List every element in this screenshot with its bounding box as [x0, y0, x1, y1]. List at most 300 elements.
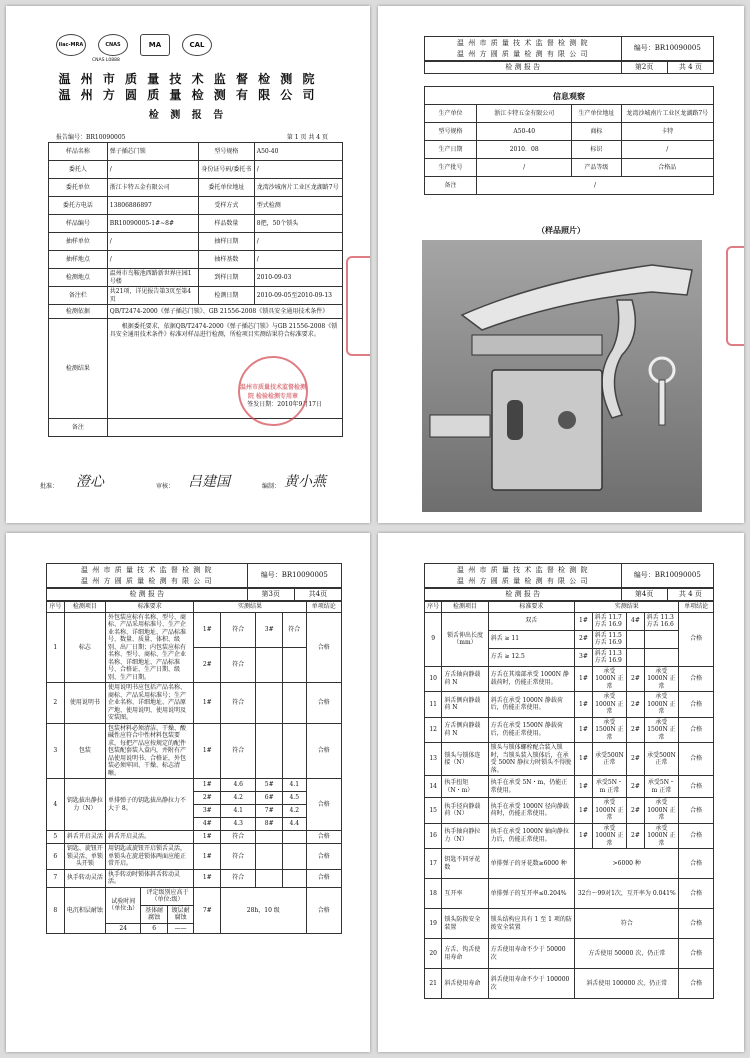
result-value: 符合 — [221, 869, 256, 887]
remarks-label: 备注 — [49, 419, 108, 437]
result-value: 4.6 — [221, 779, 256, 792]
info-label: 抽样地点 — [49, 251, 108, 269]
result-value: 承受5N・m 正常 — [644, 776, 679, 798]
row-no: 15 — [425, 798, 442, 824]
info-value: / — [107, 251, 198, 269]
column-header: 检测项目 — [442, 602, 488, 613]
info-label: 生产单位 — [425, 105, 477, 123]
accreditation-logos — [56, 34, 212, 56]
info-label: 检测日期 — [198, 287, 254, 305]
sample-no: 1# — [194, 779, 221, 792]
row-item: 方舌侧向静载荷 N — [442, 717, 488, 743]
coating-header: 镀层耐腐蚀 — [167, 905, 193, 923]
conclusion: 合格 — [679, 612, 714, 666]
row-item: 执手扭矩（N・m） — [442, 776, 488, 798]
info-label: 生产日期 — [425, 141, 477, 159]
sample-no: 1# — [194, 612, 221, 647]
sample-no — [256, 647, 283, 682]
result-text: 根据委托要求，依据QB/T2474-2000《弹子插芯门锁》与GB 21556-2008《锁具安全通用技术条件》标准对样品进行检测，所检项目实测结果符合标准要求。 — [109, 323, 338, 338]
row-requirement: 方舌使用寿命不少于 50000 次 — [488, 939, 575, 969]
row-item: 执手径向静载荷（N） — [442, 798, 488, 824]
info-value: / — [254, 161, 342, 179]
row-item: 方舌轴向静载荷 N — [442, 666, 488, 692]
info-table — [424, 86, 714, 195]
sample-no: 1# — [575, 798, 592, 824]
result-value: 符合 — [221, 647, 256, 682]
result-value: 符合 — [221, 831, 256, 844]
sample-no: 2# — [627, 692, 644, 718]
info-value: 2010-09-05至2010-09-13 — [254, 287, 342, 305]
table-row — [425, 717, 714, 743]
result-value — [282, 831, 306, 844]
sample-no: 2# — [627, 666, 644, 692]
row-no: 10 — [425, 666, 442, 692]
sample-no: 5# — [256, 779, 283, 792]
row-item: 使用说明书 — [64, 683, 105, 724]
result-value: 方舌使用 50000 次，仍正常 — [575, 939, 679, 969]
info-row — [49, 161, 343, 179]
page-header — [424, 36, 714, 74]
inspect-signature: 黄小燕 — [284, 474, 326, 490]
table-row — [425, 743, 714, 776]
sample-no: 3# — [575, 648, 592, 666]
row-item: 包装 — [64, 723, 105, 779]
row-requirement: 单排弹子的牙花数≥6000 种 — [488, 849, 575, 879]
report-page-1 — [6, 6, 370, 523]
info-row — [425, 105, 714, 123]
header-report-no: 编号：BR10090005 — [247, 564, 341, 588]
result-value — [282, 869, 306, 887]
test-time-header: 试验时间（单位:h） — [106, 888, 141, 924]
test-table — [46, 601, 342, 934]
conclusion: 合格 — [306, 869, 341, 887]
info-value: 浙江卡特五金有限公司 — [107, 179, 198, 197]
result-value: 28h，10 级 — [221, 887, 307, 934]
sample-no — [256, 831, 283, 844]
table-row — [47, 844, 342, 870]
result-value: 4.2 — [282, 805, 306, 818]
row-item: 钥匙、旋钮开锁灵活、单锁头开锁 — [64, 844, 105, 870]
conclusion: 合格 — [306, 887, 341, 934]
sample-no — [256, 723, 283, 779]
table-row — [425, 823, 714, 849]
info-label: 标识 — [572, 141, 621, 159]
sample-no: 1# — [575, 692, 592, 718]
result-value: 斜舌 11.3 方舌 16.9 — [592, 648, 627, 666]
official-stamp: 温州市质量技术监督检测院 检验检测专用章 — [238, 356, 308, 426]
conclusion: 合格 — [306, 683, 341, 724]
table-row — [425, 798, 714, 824]
info-value: 2010-09-03 — [254, 269, 342, 287]
info-label: 商标 — [572, 123, 621, 141]
result-value: 承受5N・m 正常 — [592, 776, 627, 798]
org-header: 温 州 市 质 量 技 术 监 督 检 测 院 温 州 方 圆 质 量 检 测 有 限 公 司 — [425, 37, 622, 61]
info-value: / — [477, 177, 714, 195]
ilac-mra-logo: ilac-MRA — [56, 34, 86, 56]
header-page: 第3页 — [247, 589, 294, 601]
side-stamp-2 — [726, 246, 744, 346]
page-of: 第 1 页 共 4 页 — [286, 134, 328, 141]
sample-no: 2# — [627, 717, 644, 743]
row-requirement: 执手转动时锁体斜舌转动灵活。 — [105, 869, 194, 887]
row-requirement: 执手在承受 1000N 轴向静拉力后，仍能正常使用。 — [488, 823, 575, 849]
table-row — [425, 776, 714, 798]
sample-no: 2# — [627, 743, 644, 776]
result-value: 承受1000N 正常 — [644, 798, 679, 824]
info-row — [49, 197, 343, 215]
table-row — [425, 939, 714, 969]
row-requirement: 单排弹子的互开率≤0.204% — [488, 879, 575, 909]
info-label: 生产批号 — [425, 159, 477, 177]
result-value: 承受1500N 正常 — [644, 717, 679, 743]
result-value: 4.3 — [221, 818, 256, 831]
bolt-value: 12.5 — [511, 653, 525, 661]
info-value: / — [107, 161, 198, 179]
info-value: 共21项，详见报告第3页至第4页 — [107, 287, 198, 305]
info-row — [49, 233, 343, 251]
info-row — [49, 287, 343, 305]
table-row — [47, 831, 342, 844]
result-value: 符合 — [282, 612, 306, 647]
table-row — [47, 779, 342, 792]
row-requirement: 执手在承受 5N・m，仍能正常使用。 — [488, 776, 575, 798]
info-label: 委托单位 — [49, 179, 108, 197]
column-header: 单项结论 — [679, 602, 714, 613]
row-no: 21 — [425, 969, 442, 999]
result-value: 承受1000N 正常 — [592, 823, 627, 849]
basis-text: QB/T2474-2000《弹子插芯门锁》、GB 21556-2008《锁具安全通用技术条件》 — [107, 305, 342, 319]
row-requirement: 用钥匙或旋钮开启锁舌灵活，单锁头在旋进锁体两面应能正常开启。 — [105, 844, 194, 870]
row-no: 4 — [47, 779, 65, 831]
conclusion: 合格 — [679, 823, 714, 849]
conclusion: 合格 — [679, 776, 714, 798]
result-value: 承受1000N 正常 — [644, 692, 679, 718]
info-row — [425, 159, 714, 177]
row-requirement: 斜舌在承受 1000N 静载荷后，仍能正常使用。 — [488, 692, 575, 718]
doc-title: 检 测 报 告 — [425, 589, 622, 601]
inspect-label: 编制： — [262, 483, 281, 490]
result-value: 承受500N 正常 — [592, 743, 627, 776]
result-value: 4.4 — [282, 818, 306, 831]
info-row — [49, 269, 343, 287]
header-page: 第2页 — [621, 62, 667, 74]
info-value: 13806886897 — [107, 197, 198, 215]
info-label: 检测地点 — [49, 269, 108, 287]
sample-no: 1# — [194, 831, 221, 844]
result-value: 斜舌 11.7 方舌 16.9 — [592, 612, 627, 630]
result-value: 符合 — [575, 909, 679, 939]
row-requirement: 方舌在承受 1500N 静载荷后，仍能正常使用。 — [488, 717, 575, 743]
cal-logo: CAL — [182, 34, 212, 56]
sample-no — [256, 844, 283, 870]
report-page-3 — [6, 533, 370, 1052]
conclusion: 合格 — [306, 844, 341, 870]
table-row — [47, 612, 342, 647]
sample-no: 1# — [575, 612, 592, 630]
row-item: 执手转动灵活 — [64, 869, 105, 887]
sample-no: 3# — [194, 805, 221, 818]
info-value: / — [621, 141, 714, 159]
info-label: 样品名称 — [49, 143, 108, 161]
approve-label: 批准： — [40, 483, 59, 490]
info-row — [425, 177, 714, 195]
row-requirement: 方舌在其端部承受 1000N 静载荷时，仍能正常使用。 — [488, 666, 575, 692]
row-requirement: 锁头与锁体螺栓配合装入锁时，当锁头装入锁体后，在承受 500N 静拉力时锁头不得脱落。 — [488, 743, 575, 776]
conclusion: 合格 — [679, 666, 714, 692]
bolt-label: 方舌 — [490, 653, 503, 661]
result-value: 符合 — [221, 723, 256, 779]
sample-photo — [422, 240, 702, 512]
result-value — [282, 723, 306, 779]
row-no: 7 — [47, 869, 65, 887]
report-page-2 — [378, 6, 744, 523]
row-no: 3 — [47, 723, 65, 779]
result-label: 检测结果 — [49, 319, 108, 419]
info-label: 委托人 — [49, 161, 108, 179]
row-requirement: 执手在承受 1000N 径向静载荷时，仍能正常使用。 — [488, 798, 575, 824]
info-value: 弹子插芯门锁 — [107, 143, 198, 161]
cnas-logo: CNAS — [98, 34, 128, 56]
table-row — [47, 723, 342, 779]
info-label: 委托单位地址 — [198, 179, 254, 197]
column-header: 标准要求 — [105, 602, 194, 613]
sign-date: 签发日期：2010年9月17日 — [247, 400, 322, 408]
info-label: 抽样日期 — [198, 233, 254, 251]
row-no: 8 — [47, 887, 65, 934]
info-value: 浙江卡特五金有限公司 — [477, 105, 572, 123]
info-row — [49, 215, 343, 233]
info-row — [49, 143, 343, 161]
row-requirement: 斜舌开启灵活。 — [105, 831, 194, 844]
column-header: 实测结果 — [575, 602, 679, 613]
review-signature: 吕建国 — [188, 474, 230, 490]
basis-label: 检测依据 — [49, 305, 108, 319]
doc-title: 检 测 报 告 — [47, 589, 248, 601]
header-page: 第4页 — [621, 589, 667, 601]
row-item: 锁头防拨安全装置 — [442, 909, 488, 939]
sample-no: 2# — [627, 776, 644, 798]
report-page-4 — [378, 533, 744, 1052]
result-value: 斜舌 11.3 方舌 16.6 — [644, 612, 679, 630]
info-value: A50-40 — [477, 123, 572, 141]
row-requirement: 外包装应标有名称、型号、商标、产品采用标准号、生产企业名称、详细地址、产品标准号、数量、质量、体积、级别、出厂日期；内包装应标有名称、型号、商标、生产企业名称、详细地址、产品标准号、合格证、生产日期、级别、生产日期。 — [105, 612, 194, 683]
row-item: 执手轴向静拉力（N） — [442, 823, 488, 849]
sample-no: 8# — [256, 818, 283, 831]
info-value: 合格品 — [621, 159, 714, 177]
doc-title: 检 测 报 告 — [425, 62, 622, 74]
row-requirement: 单排弹子的钥匙拔出静拉力不大于 8。 — [105, 779, 194, 831]
row-item: 斜舌侧向静载荷 N — [442, 692, 488, 718]
review-label: 审核： — [156, 483, 175, 490]
row-item: 锁头与锁体连接（N） — [442, 743, 488, 776]
row-requirement: 锁头结构应具有 1 至 1 项的防拨安全装置 — [488, 909, 575, 939]
sample-no: 2# — [194, 647, 221, 682]
result-value: 4.1 — [221, 805, 256, 818]
ma-logo: MA — [140, 34, 170, 56]
info-label: 样品编号 — [49, 215, 108, 233]
table-row — [425, 909, 714, 939]
info-row — [425, 141, 714, 159]
sample-no: 3# — [256, 612, 283, 647]
result-value: 承受500N 正常 — [644, 743, 679, 776]
lock-photo-illustration — [422, 240, 702, 512]
conclusion: 合格 — [679, 692, 714, 718]
sample-no — [256, 683, 283, 724]
sample-no: 2# — [627, 798, 644, 824]
conclusion: 合格 — [679, 849, 714, 879]
info-value: 2010．08 — [477, 141, 572, 159]
sample-no: 1# — [194, 844, 221, 870]
sample-no: 1# — [194, 723, 221, 779]
sample-no: 4# — [627, 612, 644, 630]
result-value: 承受1000N 正常 — [592, 666, 627, 692]
column-header: 标准要求 — [488, 602, 575, 613]
row-item: 钥匙拔出静拉力（N） — [64, 779, 105, 831]
row-item: 互开率 — [442, 879, 488, 909]
row-no: 16 — [425, 823, 442, 849]
row-no: 12 — [425, 717, 442, 743]
table-row — [47, 869, 342, 887]
sample-no: 4# — [194, 818, 221, 831]
info-label: 型号规格 — [425, 123, 477, 141]
info-row — [425, 123, 714, 141]
info-title: 信息观察 — [425, 87, 714, 105]
sample-no: 1# — [575, 823, 592, 849]
row-no: 5 — [47, 831, 65, 844]
info-row — [49, 251, 343, 269]
info-value: 龙湾沙城南片工业区龙湖路7号 — [621, 105, 714, 123]
row-item: 方舌、钩舌使用寿命 — [442, 939, 488, 969]
table-row — [425, 879, 714, 909]
conclusion: 合格 — [306, 723, 341, 779]
row-no: 2 — [47, 683, 65, 724]
result-value: 符合 — [221, 844, 256, 870]
sample-no: 1# — [194, 683, 221, 724]
sample-no: 1# — [194, 869, 221, 887]
coating-value: —— — [167, 923, 193, 933]
row-item: 斜舌开启灵活 — [64, 831, 105, 844]
result-value: 承受1500N 正常 — [592, 717, 627, 743]
page-header — [424, 563, 714, 601]
row-item: 电沉积层耐蚀 — [64, 887, 105, 934]
info-label: 到样日期 — [198, 269, 254, 287]
conclusion: 合格 — [679, 743, 714, 776]
conclusion: 合格 — [679, 909, 714, 939]
result-value — [282, 647, 306, 682]
table-row — [425, 849, 714, 879]
row-item: 标志 — [64, 612, 105, 683]
conclusion: 合格 — [679, 798, 714, 824]
side-stamp — [346, 256, 370, 356]
report-number: 报告编号：BR10090005 — [56, 134, 126, 141]
test-time-value: 24 — [106, 923, 141, 933]
sample-no: 6# — [256, 792, 283, 805]
result-value: 斜舌使用 100000 次，仍正常 — [575, 969, 679, 999]
info-label: 备注栏 — [49, 287, 108, 305]
table-row — [47, 683, 342, 724]
sample-no: 2# — [194, 792, 221, 805]
header-report-no: 编号：BR10090005 — [621, 37, 713, 61]
info-label: 产品等级 — [572, 159, 621, 177]
org-name-2: 温 州 方 圆 质 量 检 测 有 限 公 司 — [58, 88, 318, 102]
conclusion: 合格 — [306, 831, 341, 844]
column-header: 实测结果 — [194, 602, 306, 613]
sample-no: 1# — [575, 666, 592, 692]
result-value: 32台～99对1次，互开率为 0.041% — [575, 879, 679, 909]
column-header: 单项结论 — [306, 602, 341, 613]
latch-value: 11 — [511, 635, 520, 643]
sample-no: 1# — [575, 717, 592, 743]
sample-no: 7# — [194, 887, 221, 934]
column-header: 序号 — [47, 602, 65, 613]
row-no: 6 — [47, 844, 65, 870]
org-header: 温 州 市 质 量 技 术 监 督 检 测 院 温 州 方 圆 质 量 检 测 有 限 公 司 — [425, 564, 622, 588]
info-value: 龙湾沙城南片工业区龙湖路7号 — [254, 179, 342, 197]
row-requirement: 包装材料必须清洁、干燥、酸碱性应符合中性材料包装要求，每把产品应按规定的配件包装配套装入盒内，并附有产品使用说明书、合格证，外包装必须牢固、干燥、标志清晰。 — [105, 723, 194, 779]
result-value: 承受1000N 正常 — [592, 692, 627, 718]
result-value — [282, 844, 306, 870]
row-no: 19 — [425, 909, 442, 939]
table-row — [425, 692, 714, 718]
row-no: 14 — [425, 776, 442, 798]
info-label: 身份证号码/委托书 — [198, 161, 254, 179]
result-value: 4.5 — [282, 792, 306, 805]
substrate-value: 6 — [141, 923, 167, 933]
info-label: 备注 — [425, 177, 477, 195]
result-value: 4.1 — [282, 779, 306, 792]
conclusion: 合格 — [306, 779, 341, 831]
header-report-no: 编号：BR10090005 — [621, 564, 713, 588]
grade-header: 评定级别应高于（单位:级） — [141, 888, 194, 906]
row-item: 钥匙不同牙花数 — [442, 849, 488, 879]
sample-no: 2# — [627, 823, 644, 849]
conclusion: 合格 — [679, 969, 714, 999]
result-value: 承受1000N 正常 — [644, 823, 679, 849]
result-value: 4.2 — [221, 792, 256, 805]
info-label: 委托方电话 — [49, 197, 108, 215]
info-value: BR10090005-1#~8# — [107, 215, 198, 233]
table-row — [425, 666, 714, 692]
sample-no — [256, 869, 283, 887]
result-value: 承受1000N 正常 — [644, 666, 679, 692]
latch-label: 斜舌 — [490, 635, 503, 643]
org-header: 温 州 市 质 量 技 术 监 督 检 测 院 温 州 方 圆 质 量 检 测 有 限 公 司 — [47, 564, 248, 588]
conclusion: 合格 — [679, 717, 714, 743]
org-name-1: 温 州 市 质 量 技 术 监 督 检 测 院 — [58, 72, 318, 86]
info-row — [49, 179, 343, 197]
row-requirement: 斜舌使用寿命不少于 100000 次 — [488, 969, 575, 999]
row-no: 9 — [425, 612, 442, 666]
column-header: 检测项目 — [64, 602, 105, 613]
sample-no: 1# — [575, 776, 592, 798]
row-no: 20 — [425, 939, 442, 969]
info-value: / — [477, 159, 572, 177]
table-row — [425, 969, 714, 999]
substrate-header: 基体耐腐蚀 — [141, 905, 167, 923]
info-value: 型式检测 — [254, 197, 342, 215]
info-value: 8把，50个锁头 — [254, 215, 342, 233]
approve-signature: 澄心 — [76, 474, 104, 490]
conclusion: 合格 — [679, 939, 714, 969]
row-item: 斜舌使用寿命 — [442, 969, 488, 999]
row-item: 锁舌伸出长度（mm） — [442, 612, 488, 666]
header-total: 共4页 — [294, 589, 341, 601]
row-no: 13 — [425, 743, 442, 776]
result-value — [282, 683, 306, 724]
row-no: 11 — [425, 692, 442, 718]
info-value: / — [107, 233, 198, 251]
result-value: 符合 — [221, 683, 256, 724]
